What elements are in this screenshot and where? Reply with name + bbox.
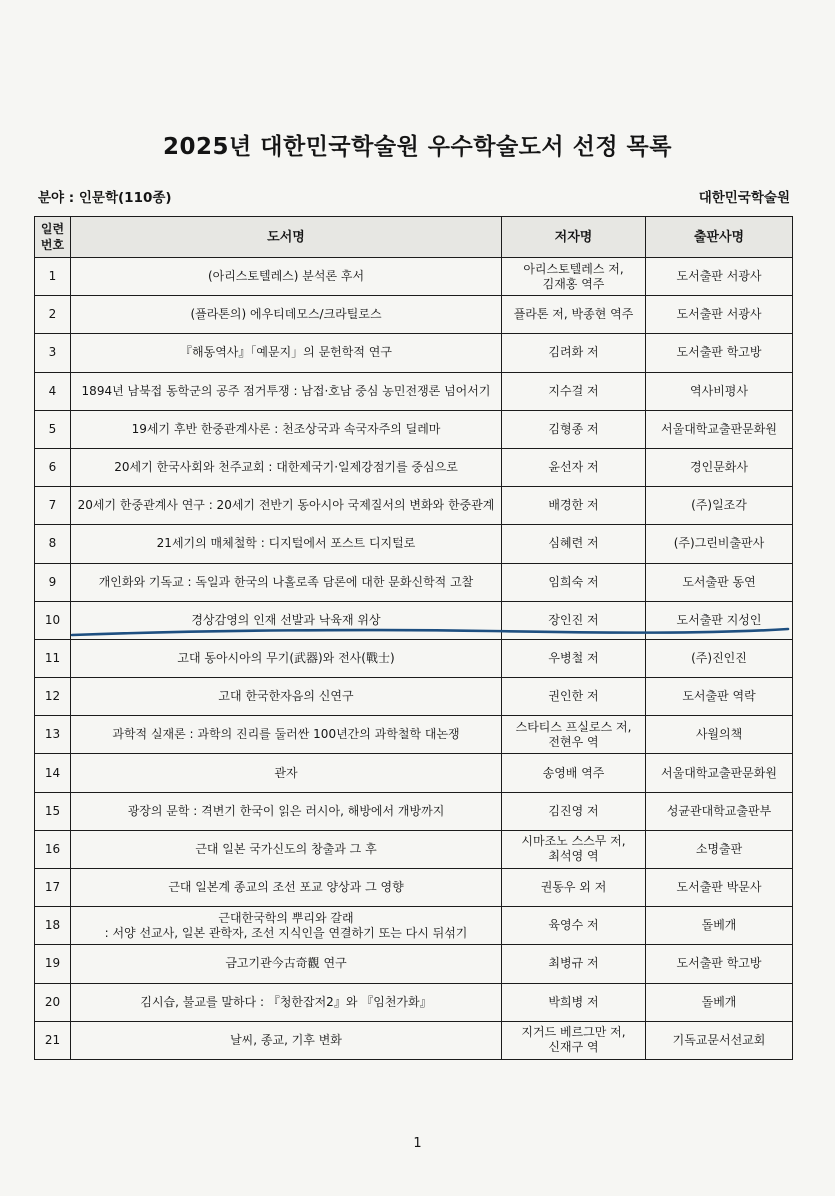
book-author-line: 권동우 외 저 [540, 880, 607, 895]
book-title [71, 716, 502, 754]
book-title-line: 경상감영의 인재 선발과 낙육재 위상 [191, 612, 381, 627]
book-publisher: 돌베개 [646, 907, 793, 945]
book-author [502, 563, 646, 601]
book-author-line: 시마조노 스스무 저, [521, 834, 626, 849]
book-author [502, 1021, 646, 1059]
book-author-line: 김진영 저 [548, 803, 599, 818]
book-publisher: 기독교문서선교회 [646, 1021, 793, 1059]
book-author [502, 487, 646, 525]
book-title-line: 고대 동아시아의 무기(武器)와 전사(戰士) [177, 650, 395, 665]
book-author [502, 754, 646, 792]
book-author-line: 권인한 저 [548, 689, 599, 704]
table-row [35, 487, 793, 525]
row-number: 19 [35, 945, 71, 983]
book-title [71, 792, 502, 830]
row-number: 2 [35, 296, 71, 334]
book-title [71, 372, 502, 410]
book-author [502, 907, 646, 945]
table-header-row [35, 217, 793, 258]
book-publisher: (주)진인진 [646, 639, 793, 677]
book-title [71, 296, 502, 334]
book-publisher: 성균관대학교출판부 [646, 792, 793, 830]
row-number: 10 [35, 601, 71, 639]
book-title [71, 525, 502, 563]
book-author-line: 육영수 저 [548, 918, 599, 933]
row-number: 12 [35, 678, 71, 716]
column-header-title: 도서명 [71, 217, 502, 258]
book-author-line: 우병철 저 [548, 650, 599, 665]
row-number: 21 [35, 1021, 71, 1059]
pen-underline-mark [70, 626, 790, 640]
book-author [502, 639, 646, 677]
book-author-line: 스타티스 프실로스 저, [515, 719, 632, 734]
book-title [71, 334, 502, 372]
row-number: 3 [35, 334, 71, 372]
page-title: 2025년 대한민국학술원 우수학술도서 선정 목록 [163, 134, 672, 160]
book-title-line: 과학적 실재론 : 과학의 진리를 둘러싼 100년간의 과학철학 대논쟁 [112, 727, 460, 742]
book-author [502, 792, 646, 830]
book-title-line: 1894년 남북접 동학군의 공주 점거투쟁 : 남접·호남 중심 농민전쟁론 넘어서기 [81, 383, 491, 398]
book-title [71, 945, 502, 983]
table-row [35, 869, 793, 907]
book-publisher: 도서출판 서광사 [646, 296, 793, 334]
book-author-line: 윤선자 저 [548, 460, 599, 475]
book-author-line: 지거드 베르그만 저, [521, 1025, 626, 1040]
book-author-line: 임희숙 저 [548, 574, 599, 589]
column-header-author: 저자명 [502, 217, 646, 258]
book-publisher: 소명출판 [646, 830, 793, 868]
book-title [71, 563, 502, 601]
book-author-line: 김형종 저 [548, 421, 599, 436]
pen-stroke [72, 629, 788, 635]
row-number: 11 [35, 639, 71, 677]
column-header-no-line1: 일련 [40, 222, 65, 236]
book-publisher: 도서출판 동연 [646, 563, 793, 601]
book-title-line: 광장의 문학 : 격변기 한국이 읽은 러시아, 해방에서 개방까지 [127, 803, 445, 818]
book-title-line: 고대 한국한자음의 신연구 [218, 689, 354, 704]
book-author-line: 심혜련 저 [548, 536, 599, 551]
row-number: 6 [35, 448, 71, 486]
row-number: 1 [35, 258, 71, 296]
book-title-line: 김시습, 불교를 말하다 : 『청한잡저2』와 『임천가화』 [140, 994, 432, 1009]
book-publisher: 사월의책 [646, 716, 793, 754]
book-author [502, 258, 646, 296]
book-title-line: 『해동역사』「예문지」의 문헌학적 연구 [180, 345, 392, 360]
row-number: 14 [35, 754, 71, 792]
table-row [35, 678, 793, 716]
row-number: 7 [35, 487, 71, 525]
book-title [71, 869, 502, 907]
book-author-line: 김려화 저 [548, 345, 599, 360]
book-author [502, 296, 646, 334]
book-author [502, 448, 646, 486]
book-title-line: 20세기 한중관계사 연구 : 20세기 전반기 동아시아 국제질서의 변화와 한중관계 [77, 498, 495, 513]
table-row [35, 372, 793, 410]
table-row [35, 830, 793, 868]
column-header-no [35, 217, 71, 258]
book-author [502, 525, 646, 563]
book-author [502, 678, 646, 716]
table-row [35, 716, 793, 754]
table-row [35, 907, 793, 945]
book-author-line: 박희병 저 [548, 994, 599, 1009]
book-publisher: 도서출판 박문사 [646, 869, 793, 907]
book-title-line: 관자 [274, 765, 298, 780]
table-row [35, 296, 793, 334]
book-author [502, 410, 646, 448]
table-row [35, 410, 793, 448]
book-publisher: (주)일조각 [646, 487, 793, 525]
table-row [35, 945, 793, 983]
book-publisher: 경인문화사 [646, 448, 793, 486]
row-number: 16 [35, 830, 71, 868]
book-author-line: 신재구 역 [548, 1040, 599, 1055]
book-title [71, 258, 502, 296]
book-title-line: 날씨, 종교, 기후 변화 [230, 1032, 342, 1047]
book-publisher: 도서출판 서광사 [646, 258, 793, 296]
book-title [71, 639, 502, 677]
book-author [502, 945, 646, 983]
row-number: 5 [35, 410, 71, 448]
table-row [35, 563, 793, 601]
book-title-line: (플라톤의) 에우티데모스/크라틸로스 [190, 307, 382, 322]
table-row [35, 754, 793, 792]
book-title [71, 678, 502, 716]
table-row [35, 334, 793, 372]
table-row [35, 448, 793, 486]
row-number: 9 [35, 563, 71, 601]
book-title-line: 근대한국학의 뿌리와 갈래 [218, 910, 354, 925]
book-publisher: 도서출판 학고방 [646, 945, 793, 983]
book-author-line: 최병규 저 [548, 956, 599, 971]
book-publisher: 도서출판 학고방 [646, 334, 793, 372]
book-author-line: 최석영 역 [548, 849, 599, 864]
book-title [71, 983, 502, 1021]
book-title [71, 907, 502, 945]
table-row [35, 792, 793, 830]
book-title-line: : 서양 선교사, 일본 관학자, 조선 지식인을 연결하기 또는 다시 뒤섞기 [104, 925, 468, 940]
book-author-line: 아리스토텔레스 저, [523, 261, 624, 276]
row-number: 4 [35, 372, 71, 410]
row-number: 20 [35, 983, 71, 1021]
book-author-line: 송영배 역주 [542, 765, 605, 780]
page-number: 1 [413, 1136, 422, 1151]
book-author-line: 지수걸 저 [548, 383, 599, 398]
table-row [35, 525, 793, 563]
field-label: 분야 : 인문학(110종) [38, 190, 172, 206]
book-title [71, 1021, 502, 1059]
book-author [502, 716, 646, 754]
book-title [71, 830, 502, 868]
table-row [35, 639, 793, 677]
book-author [502, 983, 646, 1021]
column-header-publisher: 출판사명 [646, 217, 793, 258]
book-title-line: (아리스토텔레스) 분석론 후서 [207, 269, 365, 284]
column-header-no-line2: 번호 [40, 238, 65, 252]
table-row [35, 1021, 793, 1059]
book-author-line: 장인진 저 [548, 612, 599, 627]
book-publisher: 역사비평사 [646, 372, 793, 410]
book-publisher: (주)그린비출판사 [646, 525, 793, 563]
row-number: 18 [35, 907, 71, 945]
book-publisher: 도서출판 지성인 [646, 601, 793, 639]
row-number: 17 [35, 869, 71, 907]
book-author [502, 869, 646, 907]
book-title [71, 448, 502, 486]
book-title-line: 근대 일본계 종교의 조선 포교 양상과 그 영향 [168, 880, 404, 895]
book-title-line: 개인화와 기독교 : 독일과 한국의 나홀로족 담론에 대한 문화신학적 고찰 [98, 574, 474, 589]
table-row [35, 983, 793, 1021]
book-title-line: 금고기관今古奇觀 연구 [225, 956, 347, 971]
table-row [35, 258, 793, 296]
row-number: 13 [35, 716, 71, 754]
book-author [502, 334, 646, 372]
book-title-line: 근대 일본 국가신도의 창출과 그 후 [195, 841, 377, 856]
book-title-line: 21세기의 매체철학 : 디지털에서 포스트 디지털로 [156, 536, 416, 551]
book-author-line: 플라톤 저, 박종현 역주 [513, 307, 634, 322]
book-author-line: 전현우 역 [548, 734, 599, 749]
book-author [502, 830, 646, 868]
book-title-line: 19세기 후반 한중관계사론 : 천조상국과 속국자주의 딜레마 [131, 421, 441, 436]
book-publisher: 서울대학교출판문화원 [646, 410, 793, 448]
row-number: 8 [35, 525, 71, 563]
book-author-line: 배경한 저 [548, 498, 599, 513]
book-title-line: 20세기 한국사회와 천주교회 : 대한제국기·일제강점기를 중심으로 [114, 460, 458, 475]
book-author-line: 김재홍 역주 [542, 276, 605, 291]
book-title [71, 487, 502, 525]
book-publisher: 도서출판 역락 [646, 678, 793, 716]
book-publisher: 돌베개 [646, 983, 793, 1021]
book-author [502, 372, 646, 410]
book-publisher: 서울대학교출판문화원 [646, 754, 793, 792]
book-title [71, 410, 502, 448]
book-title [71, 754, 502, 792]
organization-label: 대한민국학술원 [698, 190, 790, 206]
row-number: 15 [35, 792, 71, 830]
